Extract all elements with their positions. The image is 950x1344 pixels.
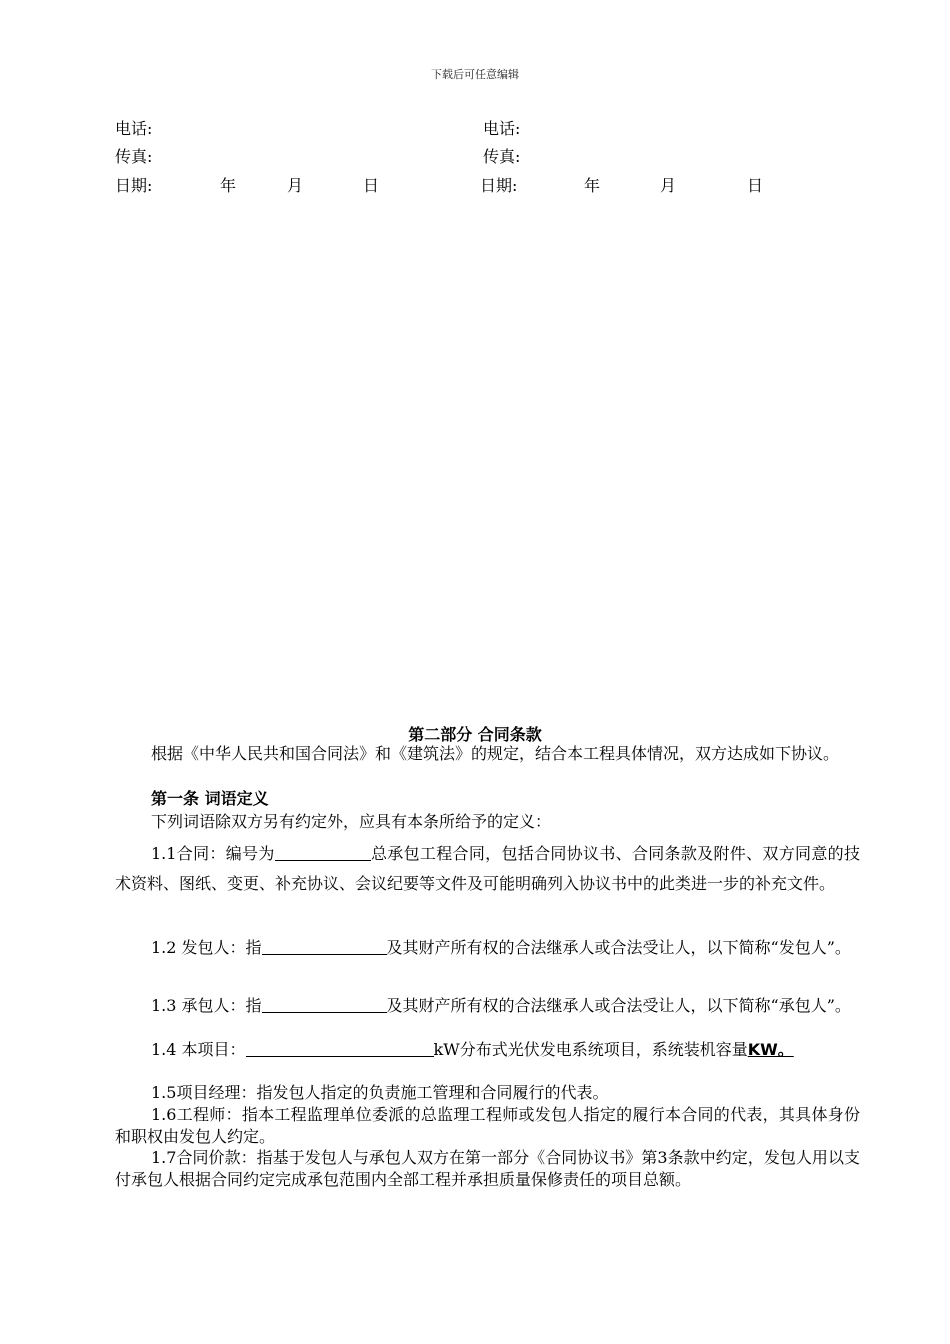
- contract-number-blank[interactable]: [275, 844, 371, 861]
- clause-1-4-text: kW分布式光伏发电系统项目，系统装机容量: [433, 1040, 748, 1059]
- clause-1-1-prefix: 1.1合同：编号为: [151, 844, 275, 863]
- clause-1-6: 1.6工程师：指本工程监理单位委派的总监理工程师或发包人指定的履行本合同的代表，其具体身份和职权由发包人约定。: [115, 1105, 860, 1146]
- right-date-label: 日期:: [480, 176, 518, 195]
- left-fax-label: 传真:: [115, 147, 153, 166]
- clause-1-2: [115, 933, 860, 963]
- clause-1-7: 1.7合同价款：指基于发包人与承包人双方在第一部分《合同协议书》第3条款中约定，发包人用以支付承包人根据合同约定完成承包范围内全部工程并承担质量保修责任的项目总额。: [115, 1148, 860, 1189]
- clause-1-4-prefix: 1.4 本项目：: [151, 1040, 246, 1059]
- right-phone-label: 电话:: [483, 119, 521, 138]
- left-date-label: 日期:: [115, 176, 153, 195]
- clause-1-5: 1.5项目经理：指发包人指定的负责施工管理和合同履行的代表。: [151, 1083, 609, 1102]
- clause-1-3-text: 及其财产所有权的合法继承人或合法受让人，以下简称“承包人”。: [386, 996, 851, 1015]
- clause-1-2-prefix: 1.2 发包人：指: [151, 938, 262, 957]
- clause-1-1: [115, 839, 860, 899]
- phone-row: [0, 118, 950, 140]
- fax-row: [0, 146, 950, 168]
- right-month-label: 月: [660, 176, 677, 195]
- left-day-label: 日: [363, 176, 380, 195]
- employer-name-blank[interactable]: [262, 938, 387, 955]
- section-intro: 根据《中华人民共和国合同法》和《建筑法》的规定，结合本工程具体情况，双方达成如下协议。: [151, 744, 840, 763]
- left-year-label: 年: [220, 176, 237, 195]
- clause-1-4-unit: KW。: [747, 1040, 794, 1059]
- page-header-note: 下载后可任意编辑: [431, 68, 519, 81]
- right-year-label: 年: [584, 176, 601, 195]
- left-month-label: 月: [287, 176, 304, 195]
- right-fax-label: 传真:: [483, 147, 521, 166]
- left-phone-label: 电话:: [115, 119, 153, 138]
- clause-1-4: [115, 1039, 860, 1061]
- contractor-name-blank[interactable]: [262, 996, 387, 1013]
- date-row: [0, 175, 950, 197]
- clause-1-3-prefix: 1.3 承包人：指: [151, 996, 262, 1015]
- right-day-label: 日: [747, 176, 764, 195]
- section-title: 第二部分 合同条款: [408, 725, 542, 744]
- clause-1-2-text: 及其财产所有权的合法继承人或合法受让人，以下简称“发包人”。: [386, 938, 851, 957]
- article-1-title: 第一条 词语定义: [151, 789, 269, 808]
- article-1-intro: 下列词语除双方另有约定外，应具有本条所给予的定义：: [151, 812, 552, 831]
- clause-1-1-text: 总承包工程合同，包括合同协议书、合同条款及附件、双方同意的技术资料、图纸、变更、补充协议、会议纪要等文件及可能明确列入协议书中的此类进一步的补充文件。: [115, 844, 860, 893]
- project-capacity-blank[interactable]: [246, 1040, 434, 1057]
- clause-1-3: [115, 992, 860, 1020]
